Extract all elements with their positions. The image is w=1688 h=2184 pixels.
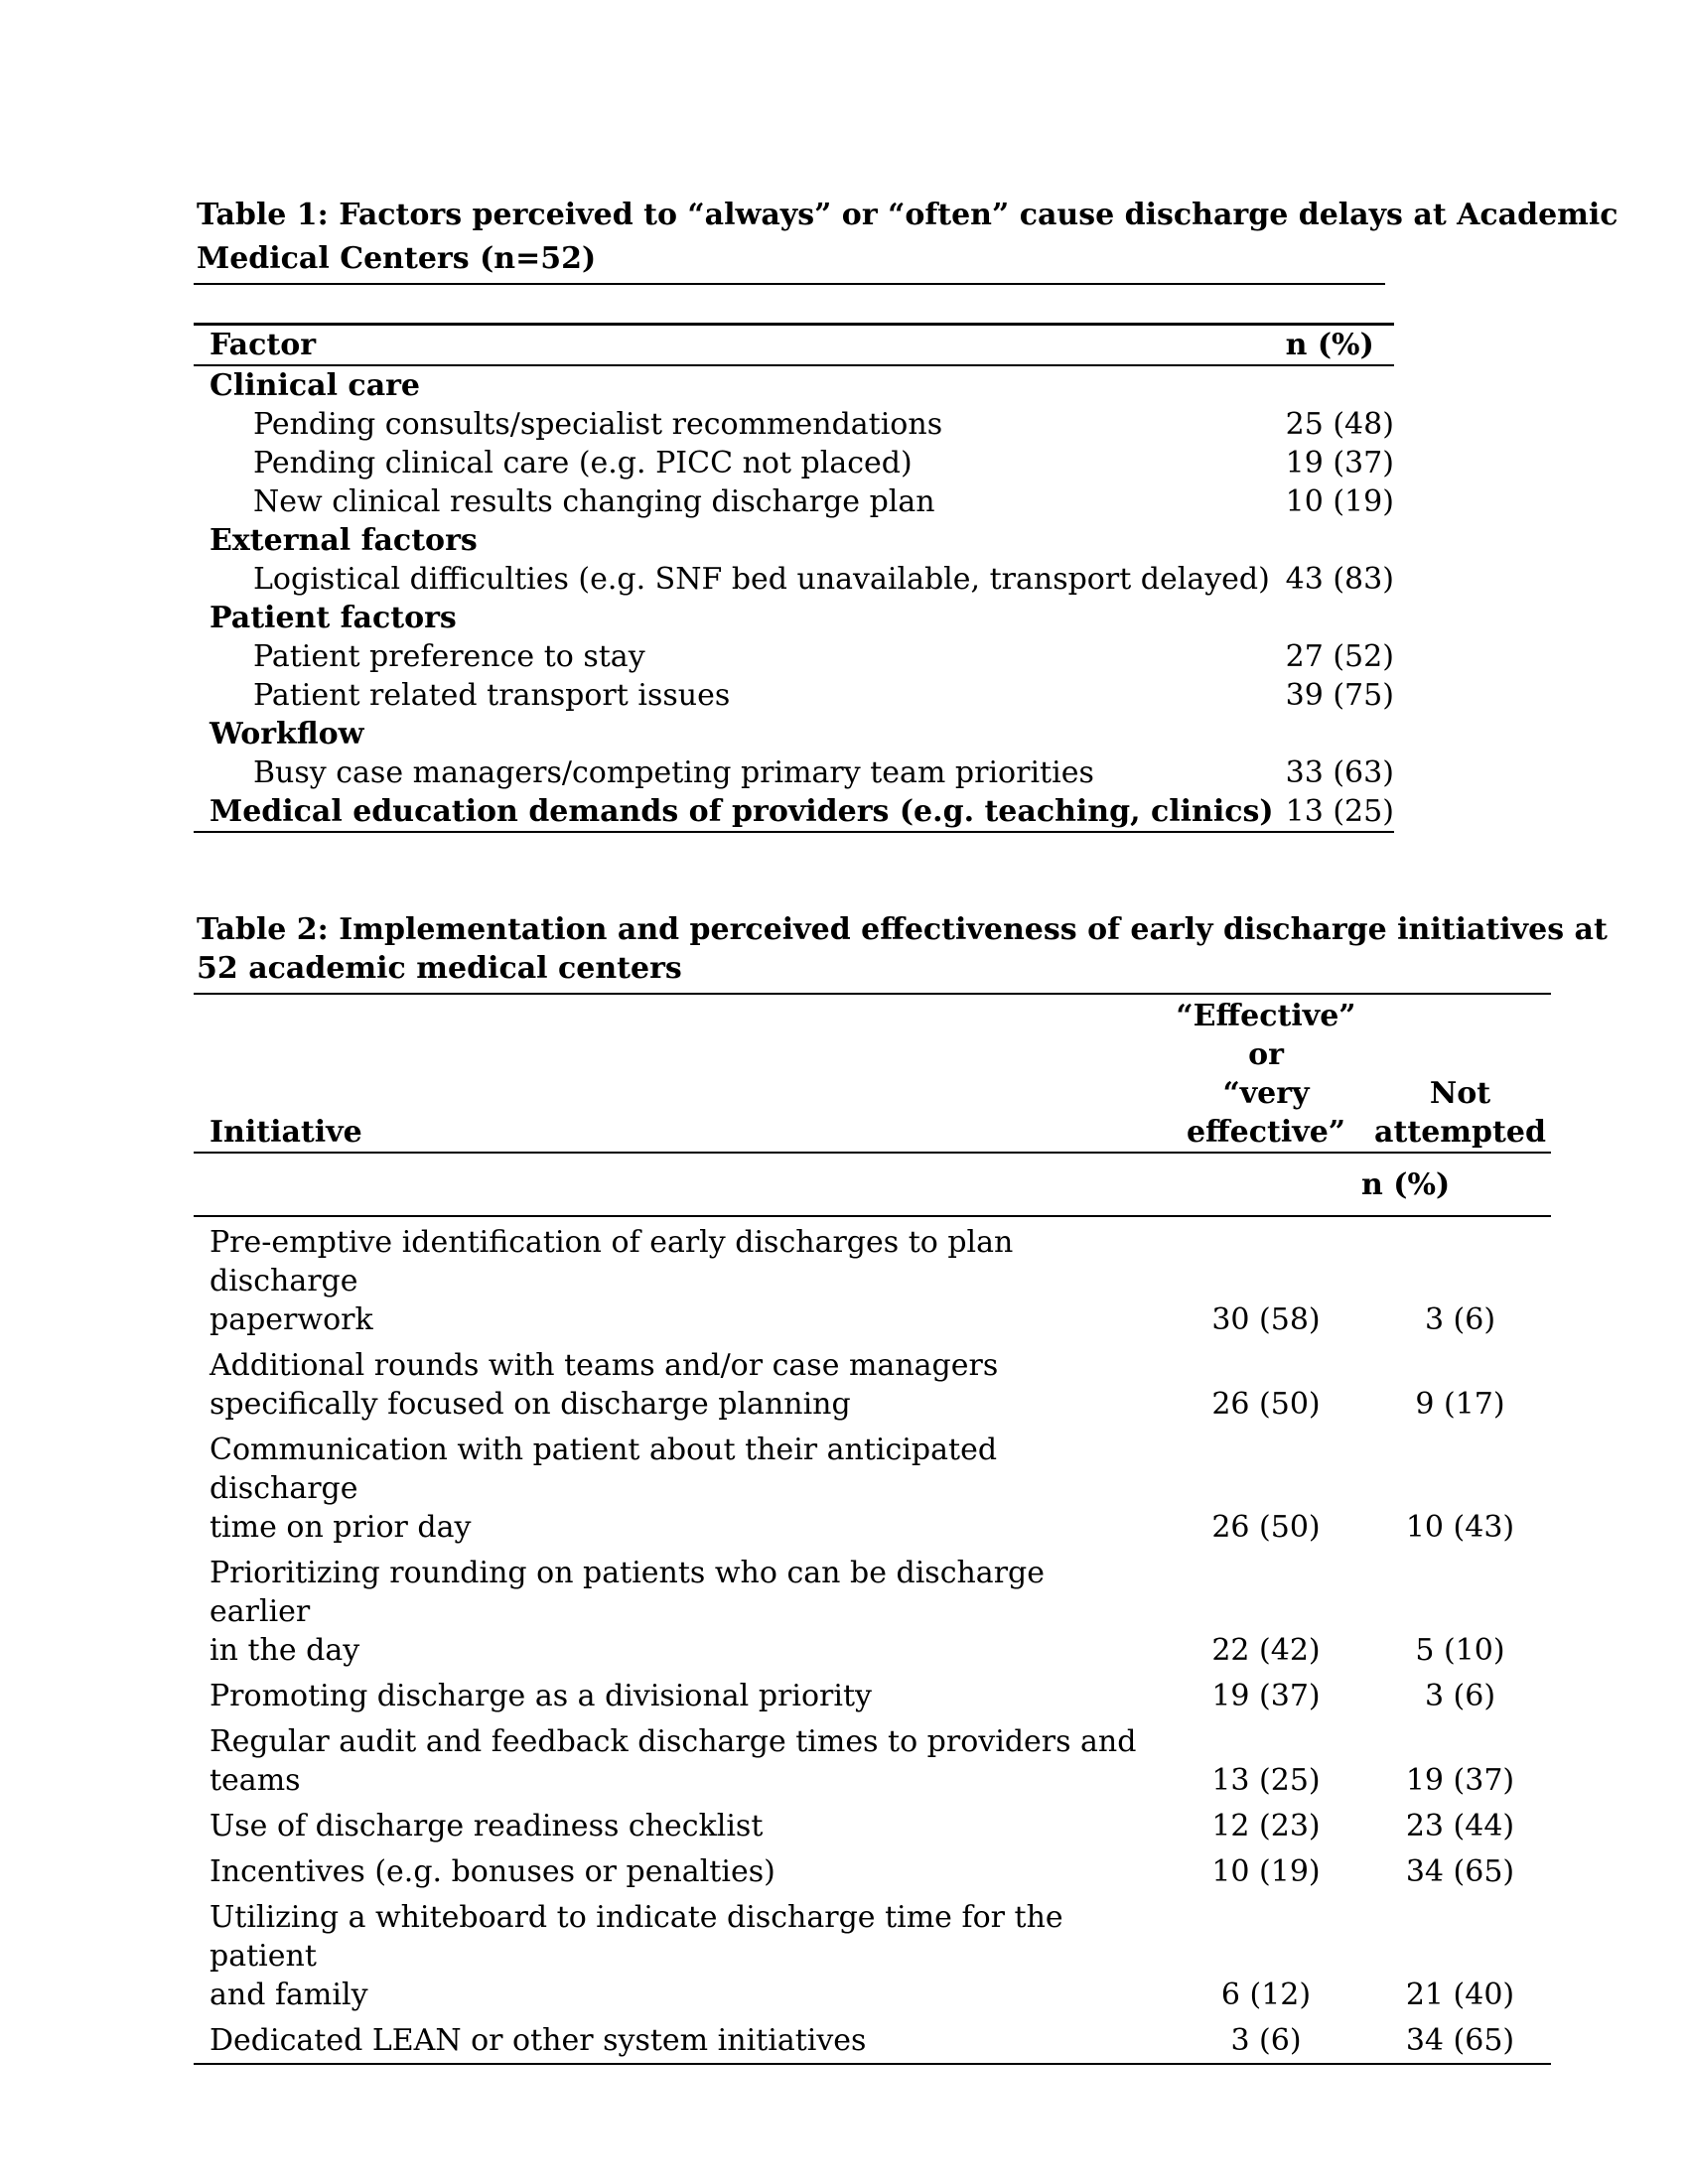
table2-header-effective [1163, 994, 1369, 1153]
table2-initiative-cell [194, 1342, 1163, 1427]
table2-initiative-line1: Pre-emptive identification of early discharges to plan discharge [210, 1225, 1014, 1298]
table2-initiative-cell [194, 1427, 1163, 1550]
table2-row [194, 2017, 1551, 2064]
table1-section-row [194, 792, 1394, 832]
table1-factor-cell: External factors [210, 523, 478, 558]
table1-factor-cell: Clinical care [210, 368, 421, 403]
table2-initiative-cell [194, 1550, 1163, 1673]
table2 [194, 993, 1551, 2065]
table1-row [194, 405, 1394, 444]
table2-initiative-line2: and family [210, 1978, 368, 2012]
table1-caption [197, 194, 1618, 281]
table2-row [194, 1216, 1551, 1342]
table2-initiative-line1: Utilizing a whiteboard to indicate discharge time for the patient [210, 1900, 1063, 1974]
table2-effective-cell: 3 (6) [1163, 2017, 1369, 2064]
table2-initiative-cell [194, 2017, 1163, 2064]
table2-initiative-line1: Prioritizing rounding on patients who can be discharge earlier [210, 1556, 1045, 1629]
table1-header-factor: Factor [194, 325, 1274, 366]
table1-section-row [194, 365, 1394, 405]
table2-caption-line2: 52 academic medical centers [197, 951, 682, 986]
table2-effective-cell: 6 (12) [1220, 1978, 1312, 2012]
table2-row [194, 1673, 1551, 1718]
table2-initiative-cell [194, 1894, 1163, 2017]
table2-not-attempted-cell: 9 (17) [1415, 1387, 1505, 1422]
table2-row [194, 1894, 1551, 2017]
table2-unit-row [194, 1153, 1551, 1216]
table1-factor-cell: Patient preference to stay [253, 639, 645, 674]
table2-initiative-line1: Promoting discharge as a divisional priority [210, 1679, 872, 1713]
table2-initiative-cell [194, 1848, 1163, 1894]
table2-caption-line1: Table 2: Implementation and perceived effectiveness of early discharge initiatives at [197, 912, 1608, 947]
table1-value-cell: 13 (25) [1274, 792, 1394, 832]
table1-value-cell: 27 (52) [1285, 639, 1394, 674]
table2-header-not-attempted-l2: attempted [1374, 1115, 1546, 1150]
table1-section-row [194, 599, 1394, 637]
table2-not-attempted-cell: 3 (6) [1424, 1302, 1496, 1337]
table1-value-cell: 19 (37) [1285, 446, 1394, 480]
table2-initiative-cell [194, 1673, 1163, 1718]
table1-caption-rule [194, 283, 1385, 285]
table1-row [194, 676, 1394, 715]
table1-value-cell [1274, 521, 1394, 560]
table2-row [194, 1848, 1551, 1894]
table1-section-row [194, 521, 1394, 560]
table2-effective-cell: 19 (37) [1211, 1679, 1321, 1713]
table1-factor-cell: Workflow [210, 717, 364, 751]
table1-caption-line2: Medical Centers (n=52) [197, 241, 597, 276]
table1-factor-cell: Logistical difficulties (e.g. SNF bed unavailable, transport delayed) [253, 562, 1270, 597]
table1-header-value: n (%) [1274, 325, 1394, 366]
table1-value-cell: 33 (63) [1285, 755, 1394, 790]
table2-not-attempted-cell: 34 (65) [1405, 1854, 1515, 1889]
table1-row [194, 482, 1394, 521]
table2-initiative-line1: Incentives (e.g. bonuses or penalties) [210, 1854, 775, 1889]
table2-initiative-line2: in the day [210, 1633, 360, 1668]
table2-effective-cell: 30 (58) [1211, 1302, 1321, 1337]
table1-factor-cell: Pending clinical care (e.g. PICC not placed) [253, 446, 913, 480]
table2-not-attempted-cell: 21 (40) [1405, 1978, 1515, 2012]
table1-factor-cell: Busy case managers/competing primary team priorities [253, 755, 1094, 790]
table2-initiative-line2: time on prior day [210, 1510, 472, 1545]
table2-not-attempted-cell: 5 (10) [1415, 1633, 1505, 1668]
table2-initiative-cell [194, 1718, 1163, 1803]
table2-not-attempted-cell: 10 (43) [1405, 1510, 1515, 1545]
table2-header-row [194, 994, 1551, 1153]
table2-not-attempted-cell: 34 (65) [1369, 2017, 1551, 2064]
table2-initiative-line1: Communication with patient about their anticipated discharge [210, 1433, 998, 1506]
table1-factor-cell: Patient factors [210, 601, 457, 635]
table1-value-cell [1274, 365, 1394, 405]
table2-initiative-cell [194, 1803, 1163, 1848]
table2-row [194, 1718, 1551, 1803]
table2-initiative-line2: specifically focused on discharge planning [210, 1387, 851, 1422]
table2-initiative-cell [194, 1216, 1163, 1342]
table2-header-effective-l1: “Effective” or [1176, 999, 1356, 1072]
table2-effective-cell: 26 (50) [1211, 1510, 1321, 1545]
table2-initiative-line1: Regular audit and feedback discharge times to providers and [210, 1724, 1137, 1759]
table2-unit: n (%) [1163, 1153, 1551, 1216]
table1-caption-line1: Table 1: Factors perceived to “always” or “often” cause discharge delays at Academic [197, 198, 1618, 232]
table1-row [194, 637, 1394, 676]
table2-initiative-line1: Dedicated LEAN or other system initiatives [210, 2023, 867, 2058]
table1-factor-cell: Medical education demands of providers (e.g. teaching, clinics) [194, 792, 1274, 832]
table2-initiative-line1: Use of discharge readiness checklist [210, 1809, 764, 1843]
table2-effective-cell: 22 (42) [1211, 1633, 1321, 1668]
table2-effective-cell: 12 (23) [1211, 1809, 1321, 1843]
table1-factor-cell: New clinical results changing discharge plan [253, 484, 935, 519]
table2-initiative-line2: teams [210, 1763, 301, 1798]
table1-header-row [194, 325, 1394, 366]
table2-header-effective-l2: “very [1222, 1076, 1310, 1111]
table2-header-initiative: Initiative [194, 994, 1163, 1153]
table1-value-cell: 43 (83) [1285, 562, 1394, 597]
table2-caption [197, 910, 1608, 988]
table2-not-attempted-cell: 19 (37) [1405, 1763, 1515, 1798]
table2-row [194, 1342, 1551, 1427]
table1-value-cell: 10 (19) [1285, 484, 1394, 519]
table2-effective-cell: 10 (19) [1211, 1854, 1321, 1889]
table2-effective-cell: 13 (25) [1211, 1763, 1321, 1798]
table2-row [194, 1550, 1551, 1673]
table1-factor-cell: Patient related transport issues [253, 678, 731, 713]
table2-row [194, 1803, 1551, 1848]
table2-header-not-attempted [1369, 994, 1551, 1153]
table1-section-row [194, 715, 1394, 753]
table2-effective-cell: 26 (50) [1211, 1387, 1321, 1422]
table2-initiative-line1: Additional rounds with teams and/or case managers [210, 1348, 999, 1383]
table1-value-cell: 39 (75) [1285, 678, 1394, 713]
table1-row [194, 444, 1394, 482]
table2-header-not-attempted-l1: Not [1429, 1076, 1491, 1111]
table2-not-attempted-cell: 3 (6) [1424, 1679, 1496, 1713]
table1-value-cell [1274, 599, 1394, 637]
table1-value-cell [1274, 715, 1394, 753]
table1-value-cell: 25 (48) [1285, 407, 1394, 442]
table1-row [194, 753, 1394, 792]
table2-not-attempted-cell: 23 (44) [1405, 1809, 1515, 1843]
table2-row [194, 1427, 1551, 1550]
table1 [194, 323, 1394, 833]
table2-initiative-line2: paperwork [210, 1302, 373, 1337]
table1-row [194, 560, 1394, 599]
table2-header-effective-l3: effective” [1186, 1115, 1346, 1150]
table1-factor-cell: Pending consults/specialist recommendations [253, 407, 943, 442]
